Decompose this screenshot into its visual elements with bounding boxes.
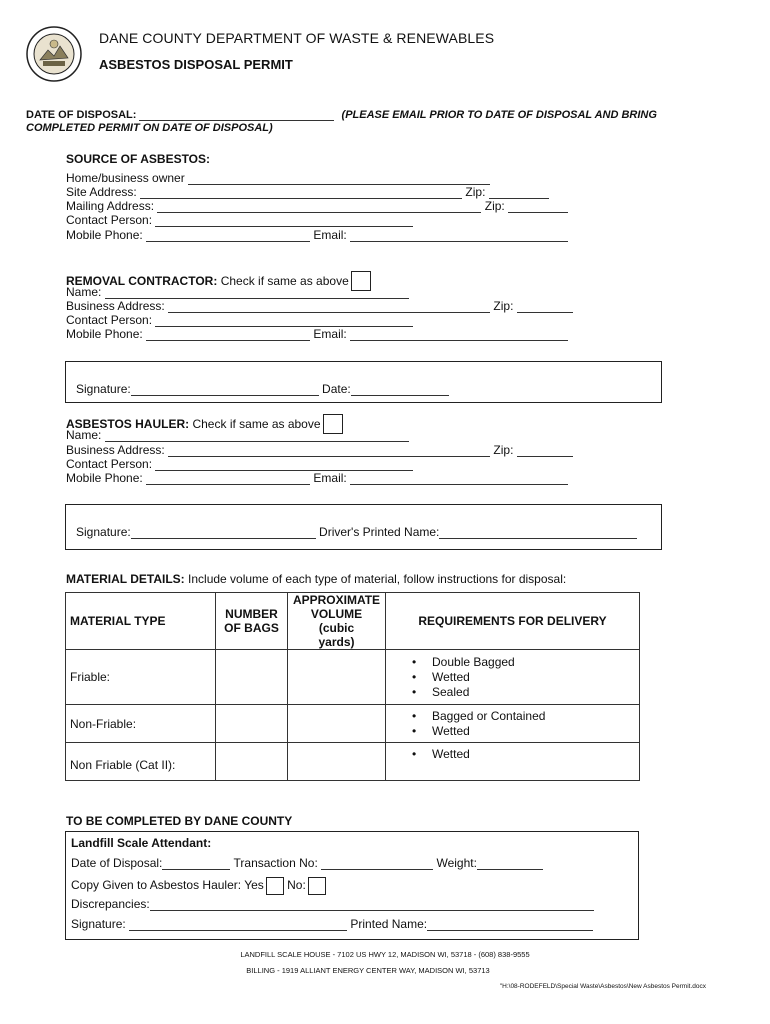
contractor-mobile-label: Mobile Phone:: [66, 327, 143, 341]
mailing-address-label: Mailing Address:: [66, 199, 155, 213]
driver-name-field[interactable]: [439, 526, 637, 539]
requirement-item: • Wetted: [412, 670, 635, 685]
hauler-zip-label: Zip:: [493, 443, 514, 457]
copy-yes-checkbox[interactable]: [266, 877, 284, 895]
requirements-cell: [386, 743, 640, 781]
volume-input-cell[interactable]: [288, 650, 386, 705]
volume-input-cell[interactable]: [288, 743, 386, 781]
hauler-signature-field[interactable]: [131, 526, 316, 539]
mailing-zip-field[interactable]: [508, 200, 568, 213]
col-approx-volume: APPROXIMATE VOLUME (cubic yards): [288, 593, 386, 650]
county-date-label: Date of Disposal:: [71, 856, 163, 870]
copy-no-label: No:: [287, 878, 306, 892]
material-table: [65, 592, 640, 781]
hauler-business-field[interactable]: [168, 444, 490, 457]
source-heading: SOURCE OF ASBESTOS:: [66, 152, 211, 166]
hauler-email-field[interactable]: [350, 472, 568, 485]
table-row: [66, 650, 640, 705]
material-header-row: [66, 593, 640, 650]
hauler-mobile-label: Mobile Phone:: [66, 471, 143, 485]
mailing-address-field[interactable]: [157, 200, 481, 213]
contractor-zip-field[interactable]: [517, 300, 573, 313]
material-intro: Include volume of each type of material, follow instructions for disposal:: [188, 572, 567, 586]
requirement-item: • Bagged or Contained: [412, 709, 635, 724]
weight-label: Weight:: [436, 856, 477, 870]
copy-given-label: Copy Given to Asbestos Hauler: Yes: [71, 878, 264, 892]
footer-billing: BILLING - 1919 ALLIANT ENERGY CENTER WAY, MADISON WI, 53713: [246, 966, 490, 975]
owner-field[interactable]: [188, 172, 490, 185]
bags-input-cell[interactable]: [216, 743, 288, 781]
table-row: [66, 705, 640, 743]
contractor-email-field[interactable]: [350, 328, 568, 341]
county-seal-logo: [26, 26, 82, 82]
footer-scale-house: LANDFILL SCALE HOUSE - 7102 US HWY 12, MADISON WI, 53718 - (608) 838-9555: [240, 950, 530, 959]
date-note-a: (PLEASE EMAIL PRIOR TO DATE OF DISPOSAL AND BRING: [341, 109, 657, 121]
scale-attendant-label: Landfill Scale Attendant:: [71, 836, 212, 850]
weight-field[interactable]: [477, 857, 543, 870]
contractor-email-label: Email:: [313, 327, 347, 341]
source-mobile-label: Mobile Phone:: [66, 228, 143, 242]
contractor-contact-label: Contact Person:: [66, 313, 153, 327]
contractor-contact-field[interactable]: [155, 314, 413, 327]
requirements-cell: [386, 650, 640, 705]
hauler-mobile-field[interactable]: [146, 472, 310, 485]
discrepancies-field[interactable]: [150, 898, 594, 911]
discrepancies-label: Discrepancies:: [71, 897, 150, 911]
county-signature-label: Signature:: [71, 917, 126, 931]
contractor-date-field[interactable]: [351, 383, 449, 396]
date-note-b: COMPLETED PERMIT ON DATE OF DISPOSAL): [26, 122, 273, 134]
footer-file-path: "H:\08-RODEFELD\Special Waste\Asbestos\New Asbestos Permit.docx: [499, 983, 706, 990]
contractor-business-field[interactable]: [168, 300, 490, 313]
bags-input-cell[interactable]: [216, 650, 288, 705]
mailing-zip-label: Zip:: [484, 199, 505, 213]
hauler-contact-field[interactable]: [155, 458, 413, 471]
date-of-disposal-field[interactable]: [139, 108, 334, 121]
county-heading: TO BE COMPLETED BY DANE COUNTY: [66, 814, 293, 828]
requirement-item: • Wetted: [412, 724, 635, 739]
printed-name-field[interactable]: [427, 918, 593, 931]
material-heading: MATERIAL DETAILS:: [66, 572, 185, 586]
requirements-cell: [386, 705, 640, 743]
requirement-item: • Sealed: [412, 685, 635, 700]
source-mobile-field[interactable]: [146, 229, 310, 242]
copy-no-checkbox[interactable]: [308, 877, 326, 895]
hauler-zip-field[interactable]: [517, 444, 573, 457]
volume-input-cell[interactable]: [288, 705, 386, 743]
contractor-zip-label: Zip:: [493, 299, 514, 313]
owner-label: Home/business owner: [66, 171, 185, 185]
driver-name-label: Driver's Printed Name:: [319, 525, 440, 539]
hauler-business-label: Business Address:: [66, 443, 165, 457]
transaction-label: Transaction No:: [233, 856, 318, 870]
bags-input-cell[interactable]: [216, 705, 288, 743]
hauler-signature-label: Signature:: [76, 525, 131, 539]
contractor-date-label: Date:: [322, 382, 351, 396]
transaction-field[interactable]: [321, 857, 433, 870]
contractor-mobile-field[interactable]: [146, 328, 310, 341]
contractor-signature-label: Signature:: [76, 382, 131, 396]
contractor-heading: REMOVAL CONTRACTOR:: [66, 274, 218, 288]
contractor-business-label: Business Address:: [66, 299, 165, 313]
site-address-label: Site Address:: [66, 185, 137, 199]
material-type-cell: Non Friable (Cat II):: [66, 743, 216, 781]
site-zip-label: Zip:: [465, 185, 486, 199]
contractor-same-text: Check if same as above: [220, 274, 349, 288]
col-requirements: REQUIREMENTS FOR DELIVERY: [386, 593, 640, 650]
source-contact-label: Contact Person:: [66, 213, 153, 227]
site-address-field[interactable]: [140, 186, 462, 199]
county-signature-field[interactable]: [129, 918, 347, 931]
org-title: DANE COUNTY DEPARTMENT OF WASTE & RENEWABLES: [99, 30, 495, 46]
col-number-of-bags: NUMBER OF BAGS: [216, 593, 288, 650]
contractor-signature-field[interactable]: [131, 383, 319, 396]
hauler-name-label: Name:: [66, 428, 102, 442]
date-of-disposal-label: DATE OF DISPOSAL:: [26, 109, 137, 121]
contractor-name-field[interactable]: [105, 286, 409, 299]
hauler-heading: ASBESTOS HAULER:: [66, 417, 190, 431]
contractor-name-label: Name:: [66, 285, 102, 299]
county-date-field[interactable]: [162, 857, 230, 870]
source-contact-field[interactable]: [155, 214, 413, 227]
hauler-same-text: Check if same as above: [192, 417, 321, 431]
form-title: ASBESTOS DISPOSAL PERMIT: [99, 57, 293, 72]
table-row: [66, 743, 640, 781]
source-email-label: Email:: [313, 228, 347, 242]
requirement-item: • Wetted: [412, 747, 635, 762]
hauler-email-label: Email:: [313, 471, 347, 485]
printed-name-label: Printed Name:: [350, 917, 428, 931]
col-material-type: MATERIAL TYPE: [66, 593, 216, 650]
date-line: [26, 108, 657, 121]
site-zip-field[interactable]: [489, 186, 549, 199]
hauler-name-field[interactable]: [105, 429, 409, 442]
material-type-cell: Friable:: [66, 650, 216, 705]
hauler-contact-label: Contact Person:: [66, 457, 153, 471]
source-email-field[interactable]: [350, 229, 568, 242]
material-type-cell: Non-Friable:: [66, 705, 216, 743]
requirement-item: • Double Bagged: [412, 655, 635, 670]
